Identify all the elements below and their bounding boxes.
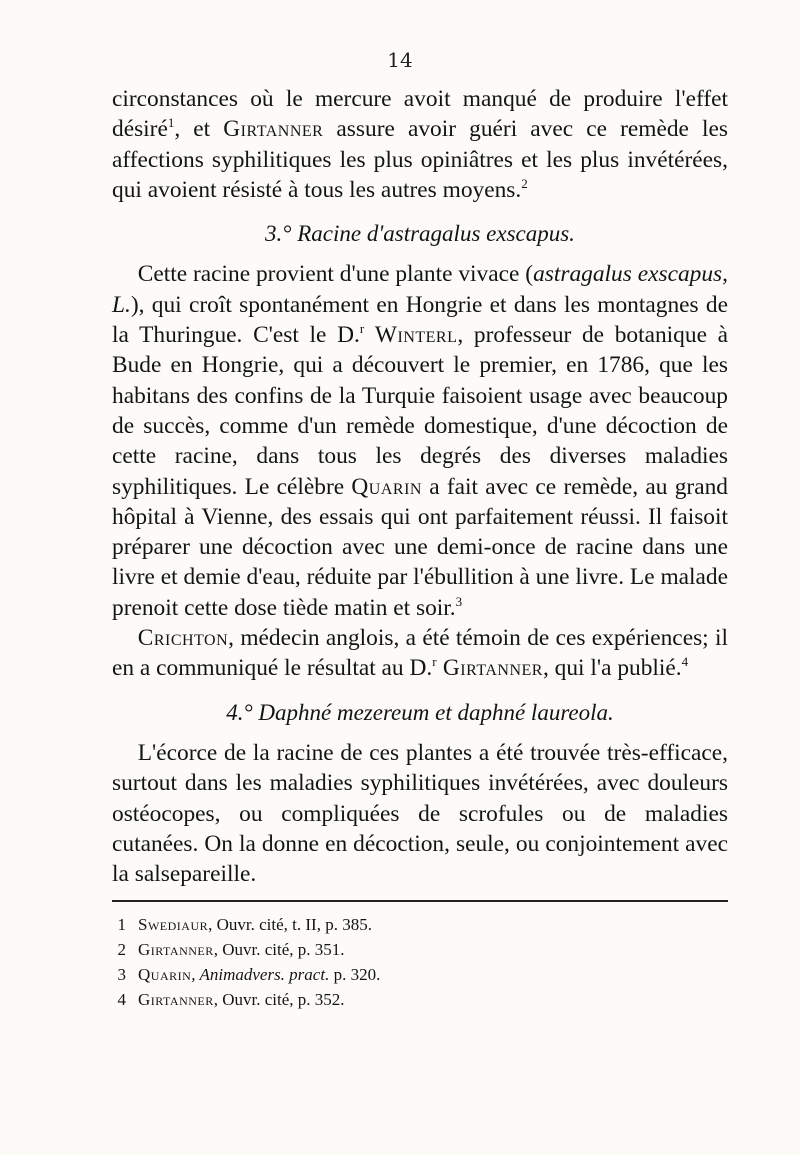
- footnote-rule: [112, 900, 728, 902]
- footnote-citation: p. 320.: [329, 965, 381, 984]
- footnote-2: [112, 937, 728, 962]
- footnote-ref-4: 4: [681, 654, 689, 670]
- paragraph-4: L'écorce de la racine de ces plantes a été trouvée très-efficace, surtout dans les maladies syphilitiques invétérées, avec douleurs ostéocopes, ou compliquées de scrofules ou de maladies cutanées. On la donne en décoction, seule, ou conjointement avec la salsepareille.: [112, 739, 728, 888]
- footnote-citation: , Ouvr. cité, t. II, p. 385.: [208, 915, 372, 934]
- footnote-number: 4: [117, 990, 126, 1009]
- footnote-work: , Animadvers. pract.: [191, 965, 330, 984]
- paragraph-1: [112, 84, 728, 205]
- p1-text: circonstances où le mercure avoit manqué de produire l'effet désiré: [112, 86, 728, 143]
- p2-sup-r: r: [359, 321, 365, 337]
- footnote-text: [138, 912, 372, 937]
- paragraph-2: [112, 259, 728, 623]
- p2-text-c: , professeur de botanique à Bude en Hongrie, qui a découvert le premier, en 1786, que les habitans des confins de la Turquie faisoient usage avec beaucoup de succès, comme d'un remède domestique, d'une décoction de cette racine, dans tous les degrés des diverses maladies syphilitiques. Le célèbre: [112, 322, 728, 500]
- p3-text-b: , qui l'a publié.: [542, 655, 682, 682]
- footnote-4: [112, 987, 728, 1012]
- footnote-1: [112, 912, 728, 937]
- footnote-text: [138, 987, 345, 1012]
- footnote-ref-1: 1: [167, 115, 175, 131]
- author-quarin: Quarin: [351, 473, 422, 500]
- author-winterl: Winterl: [364, 322, 458, 349]
- p1-text-c: assure avoir guéri avec ce remède les affections syphilitiques les plus opiniâtres et les plus invétérées, qui avoient résisté à tous les autres moyens.: [112, 116, 728, 203]
- footnote-number: 2: [117, 940, 126, 959]
- footnote-text: [138, 937, 345, 962]
- author-crichton: Crichton: [137, 625, 229, 652]
- footnotes: [112, 912, 728, 1012]
- p2-text-b: ), qui croît spontanément en Hongrie et dans les montagnes de la Thuringue. C'est le D.: [112, 291, 728, 349]
- section-heading-4: 4.° Daphné mezereum et daphné laureola.: [226, 699, 614, 725]
- p2-text-d: a fait avec ce remède, au grand hôpital à Vienne, des essais qui ont parfaitement réussi. Il faisoit préparer une décoction avec une demi-once de racine dans une livre et demie d'eau, réduite par l'ébullition à une livre. Le malade prenoit cette dose tiède matin et soir.: [112, 473, 728, 621]
- footnote-number: 3: [117, 965, 126, 984]
- p3-sup-r: r: [432, 654, 437, 670]
- p1-text-b: , et: [174, 116, 224, 143]
- footnote-author: Swediaur: [138, 915, 209, 934]
- paragraph-3: [112, 623, 728, 684]
- section-heading-3: 3.° Racine d'astragalus exscapus.: [265, 221, 575, 247]
- footnote-author: Girtanner: [138, 940, 214, 959]
- body-text: [112, 84, 728, 889]
- footnote-citation: , Ouvr. cité, p. 352.: [213, 990, 345, 1009]
- footnote-text: [138, 962, 380, 987]
- footnote-citation: , Ouvr. cité, p. 351.: [213, 940, 345, 959]
- footnote-3: [112, 962, 728, 987]
- footnote-ref-2: 2: [521, 176, 528, 192]
- footnote-author: Quarin: [138, 965, 192, 984]
- p2-latin-name: astragalus exscapus, L.: [112, 261, 728, 318]
- author-girtanner: Girtanner: [223, 116, 324, 143]
- author-girtanner-2: Girtanner: [436, 655, 543, 682]
- footnote-number: 1: [117, 915, 126, 934]
- footnote-ref-3: 3: [455, 593, 463, 609]
- page-number: 14: [387, 48, 413, 72]
- p3-text-a: , médecin anglois, a été témoin de ces expériences; il en a communiqué le résultat au D.: [112, 625, 728, 682]
- footnote-author: Girtanner: [138, 990, 214, 1009]
- p2-text-a: Cette racine provient d'une plante vivace (: [137, 261, 534, 288]
